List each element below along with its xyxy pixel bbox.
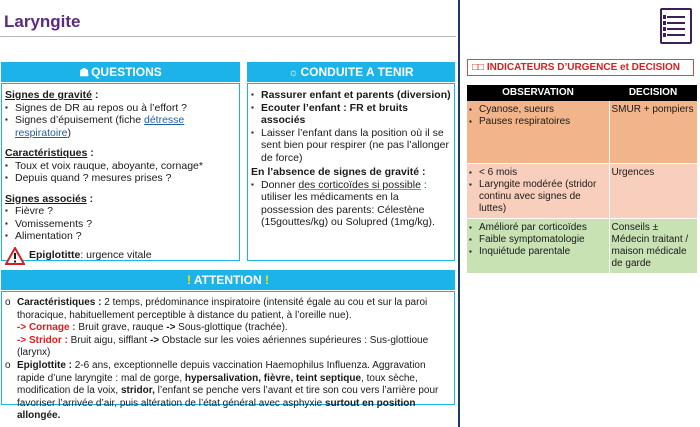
list-item: ▪ Laisser l’enfant dans la position où il se sent bien pour respirer (ne pas l’allonger de force): [251, 127, 451, 165]
assoc-title: Signes associés: [5, 192, 87, 205]
urgence-table: [467, 85, 697, 274]
list-item: ▪ Alimentation ?: [5, 230, 236, 243]
list-item: ▪ Ecouter l’enfant : FR et bruits associés: [251, 102, 451, 127]
table-row: ▪ Amélioré par corticoïdes ▪ Faible symptomatologie ▪ Inquiétude parentale Conseils ± Médecin traitant / maison médicale de garde: [467, 218, 697, 273]
list-item: ▪ Vomissements ?: [5, 218, 236, 231]
list-item: ▪ Signes d’épuisement (fiche détresse respiratoire): [5, 114, 236, 139]
conduite-panel: [247, 83, 455, 261]
carac-title: Caractéristiques: [5, 147, 88, 159]
list-menu-icon[interactable]: [660, 8, 692, 44]
list-item: ▪ Signes de DR au repos ou à l’effort ?: [5, 102, 236, 115]
table-row: ▪ Cyanose, sueurs ▪ Pauses respiratoires SMUR + pompiers: [467, 101, 697, 163]
list-item: ▪ Donner des corticoïdes si possible : utiliser les médicaments en la possession des parents: Célestène (15gouttes/kg) ou Solupred (1mg/kg).: [251, 179, 451, 229]
list-item: ▪ Depuis quand ? mesures prises ?: [5, 172, 236, 185]
list-item: ▪ Toux et voix rauque, aboyante, cornage*: [5, 160, 236, 173]
col-decision: DECISION: [609, 85, 697, 101]
questions-header: ☗ QUESTIONS: [1, 62, 240, 82]
page-title: Laryngite: [4, 12, 81, 31]
epiglotitte-row: Epiglotitte : urgence vitale: [5, 247, 236, 265]
gravite-title: Signes de gravité: [5, 89, 92, 101]
list-item: ▪ Rassurer enfant et parents (diversion): [251, 89, 451, 102]
attention-panel: [1, 291, 455, 422]
absence-title: En l’absence de signes de gravité :: [251, 166, 426, 178]
questions-panel: Signes de gravité : ▪ Signes de DR au repos ou à l’effort ? ▪ Signes d’épuisement (fiche détresse respiratoire) Caractéristiques : ▪ Toux et voix rauque, aboyante, cornage* ▪ Depuis quand ? mesures prises ? Signes associés : ▪ Fièvre ? ▪ Vomissements ? ▪ Alimentation ? Epiglotitte : urgence vitale: [1, 83, 240, 261]
list-item: o Epiglottite : 2-6 ans, exceptionnelle depuis vaccination Haemophilus Influenza. Aggravation rapide d’une laryngite : mal de gorge, hypersalivation, fièvre, teint septique, toux sèche, modification de la voix, stridor, l’enfant se penche vers l’avant et tire son cou vers l’arrière pour favoriser l’arrivée d’air, puis altération de l’état général avec asphyxie surtout en position allongée.: [5, 360, 451, 423]
col-observation: OBSERVATION: [467, 85, 609, 101]
list-item: ▪ Fièvre ?: [5, 205, 236, 218]
conduite-header: ☼ CONDUITE A TENIR: [247, 62, 455, 82]
title-underline: [0, 36, 456, 37]
people-icon: ☗: [79, 67, 90, 79]
warning-triangle-icon: [5, 247, 25, 265]
list-item: o Caractéristiques : 2 temps, prédominance inspiratoire (intensité égale au cou et sur la paroi thoracique, habituellement perceptible à distance du patient, à l’oreille nue). -> Cornage : Bruit grave, rauque -> Sous-glottique (trachée). -> Stridor : Bruit aigu, sifflant -> Obstacle sur les voies aériennes supérieures : Sus-glottioue (larynx): [5, 297, 451, 360]
attention-header: ! ATTENTION !: [1, 270, 455, 290]
sun-icon: ☼: [288, 67, 299, 79]
vertical-divider: [458, 0, 460, 427]
table-row: ▪ < 6 mois ▪ Laryngite modérée (stridor continu avec signes de luttes) Urgences: [467, 163, 697, 218]
urgence-title: □□ INDICATEURS D’URGENCE et DECISION: [467, 59, 694, 76]
detresse-link[interactable]: détresse respiratoire: [15, 114, 185, 139]
